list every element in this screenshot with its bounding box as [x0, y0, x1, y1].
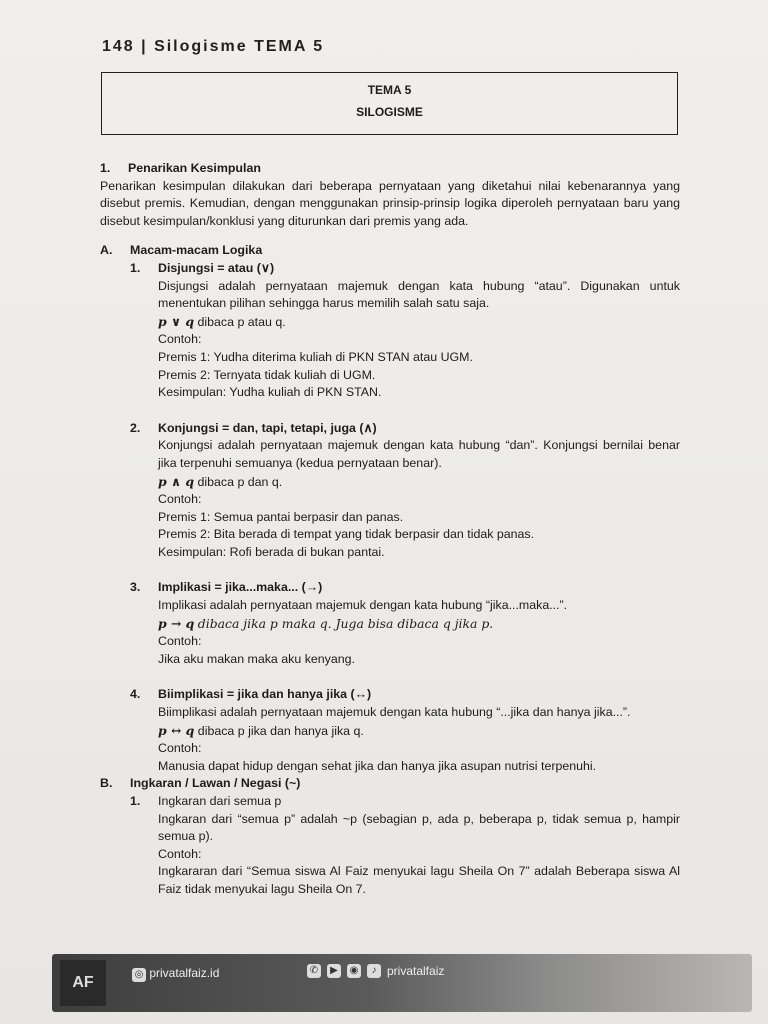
section-letter: B. — [100, 776, 113, 791]
contoh-label: Contoh: — [158, 634, 202, 649]
example-line: Premis 1: Semua pantai berpasir dan panas. — [158, 509, 404, 524]
notation-symbol: p ∨ q — [158, 313, 195, 329]
section-b — [100, 775, 680, 898]
notation-symbol: p ∧ q — [158, 473, 195, 489]
page-header: 148 | Silogisme TEMA 5 — [102, 38, 325, 55]
logic-item-biimplikasi — [100, 686, 680, 775]
item-notation — [100, 313, 680, 332]
section-penarikan — [100, 160, 680, 230]
item-description: Disjungsi adalah pernyataan majemuk dengan kata hubung “atau”. Digunakan untuk menentukan pilihan sehingga harus memilih salah satu saja. — [158, 278, 680, 311]
section-a — [100, 242, 680, 775]
item-heading: Biimplikasi = jika dan hanya jika (↔) — [158, 687, 372, 702]
notation-symbol: p → q — [158, 615, 195, 631]
item-number: 4. — [130, 687, 141, 702]
notation-text: dibaca p jika dan hanya jika q. — [197, 723, 364, 738]
item-number: 2. — [130, 420, 141, 435]
item-heading: Implikasi = jika...maka... (→) — [158, 580, 323, 595]
website-text — [132, 966, 219, 982]
notation-text: dibaca p dan q. — [197, 474, 283, 489]
item-number: 1. — [130, 794, 141, 808]
page-content — [100, 160, 680, 899]
item-description: Biimplikasi adalah pernyataan majemuk dengan kata hubung “...jika dan hanya jika...”. — [158, 705, 631, 720]
item-heading: Ingkaran dari semua p — [158, 794, 282, 808]
social-handle: privatalfaiz — [387, 964, 445, 978]
notation-symbol: p ↔ q — [158, 722, 195, 738]
item-notation — [100, 615, 680, 634]
whatsapp-icon: ✆ — [307, 964, 321, 978]
item-notation — [100, 722, 680, 741]
section-number: 1. — [100, 161, 111, 175]
example-line: Manusia dapat hidup dengan sehat jika dan hanya jika asupan nutrisi terpenuhi. — [158, 758, 597, 773]
logic-item-implikasi — [100, 579, 680, 668]
website-label: privatalfaiz.id — [149, 966, 220, 980]
youtube-icon: ▶ — [327, 964, 341, 978]
logic-item-konjungsi — [100, 420, 680, 562]
notation-text: dibaca p atau q. — [197, 314, 286, 329]
title-line-2: SILOGISME — [356, 105, 423, 119]
item-heading: Disjungsi = atau (∨) — [158, 260, 275, 275]
item-notation — [100, 473, 680, 492]
contoh-label: Contoh: — [158, 332, 202, 347]
item-description: Konjungsi adalah pernyataan majemuk dengan kata hubung “dan”. Konjungsi bernilai benar jika terpenuhi semuanya (kedua pernyataan benar). — [158, 438, 680, 470]
tiktok-icon: ♪ — [367, 964, 381, 978]
footer-banner — [52, 954, 752, 1012]
example-line: Premis 1: Yudha diterima kuliah di PKN STAN atau UGM. — [158, 349, 473, 364]
contoh-label: Contoh: — [158, 741, 202, 756]
brand-logo: AF — [60, 960, 106, 1006]
notation-text: dibaca jika p maka q. Juga bisa dibaca q jika p. — [197, 615, 494, 631]
example-line: Jika aku makan maka aku kenyang. — [158, 651, 355, 666]
section-letter: A. — [100, 243, 113, 258]
instagram-icon: ◉ — [347, 964, 361, 978]
contoh-label: Contoh: — [158, 492, 202, 507]
section-heading: Ingkaran / Lawan / Negasi (~) — [130, 776, 301, 791]
social-links — [307, 964, 444, 978]
negation-item-semua — [100, 793, 680, 899]
example-line: Ingkararan dari “Semua siswa Al Faiz menyukai lagu Sheila On 7” adalah Beberapa siswa Al Faiz tidak menyukai lagu Sheila On 7. — [158, 864, 680, 896]
globe-icon: ◎ — [132, 968, 146, 982]
section-heading: Macam-macam Logika — [130, 243, 263, 258]
example-line: Premis 2: Bita berada di tempat yang tidak berpasir dan tidak panas. — [158, 527, 535, 542]
contoh-label: Contoh: — [158, 846, 202, 861]
section-body: Penarikan kesimpulan dilakukan dari beberapa pernyataan yang diketahui nilai kebenarannya yang disebut premis. Kemudian, dengan menggunakan prinsip-prinsip logika diperoleh pernyataan baru yang disebut kesimpulan/konklusi yang diturunkan dari premis yang ada. — [100, 178, 680, 228]
section-heading: Penarikan Kesimpulan — [128, 161, 261, 175]
item-description: Ingkaran dari “semua p” adalah ~p (sebagian p, ada p, beberapa p, tidak semua p, hampir semua p). — [158, 811, 680, 844]
example-line: Premis 2: Ternyata tidak kuliah di UGM. — [158, 367, 376, 382]
title-box — [101, 72, 678, 135]
example-line: Kesimpulan: Yudha kuliah di PKN STAN. — [158, 385, 382, 400]
logic-item-disjungsi — [100, 260, 680, 402]
item-number: 1. — [130, 260, 141, 275]
item-heading: Konjungsi = dan, tapi, tetapi, juga (∧) — [158, 420, 377, 435]
item-description: Implikasi adalah pernyataan majemuk dengan kata hubung “jika...maka...”. — [158, 598, 568, 613]
item-number: 3. — [130, 580, 141, 595]
example-line: Kesimpulan: Rofi berada di bukan pantai. — [158, 544, 385, 559]
title-line-1: TEMA 5 — [367, 83, 412, 97]
